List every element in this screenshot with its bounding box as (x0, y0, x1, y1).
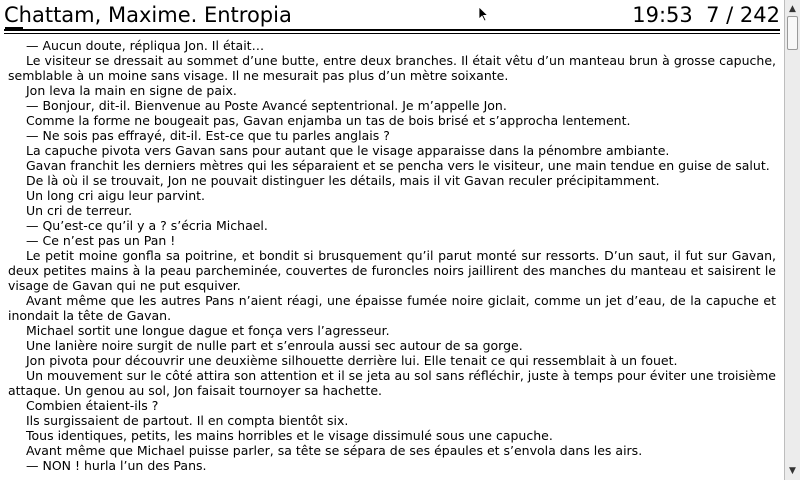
paragraph: Le visiteur se dressait au sommet d’une butte, entre deux branches. Il était vêtu d’un manteau brun à grosse capuche, semblable à un moine sans visage. Il ne mesurait pas plus d’un mètre soixante. (8, 53, 776, 83)
scrollbar-thumb[interactable] (787, 16, 798, 50)
page-text[interactable] (8, 38, 776, 473)
paragraph: Comme la forme ne bougeait pas, Gavan enjamba un tas de bois brisé et s’approcha lentement. (26, 113, 631, 128)
paragraph: — Bonjour, dit-il. Bienvenue au Poste Avancé septentrional. Je m’appelle Jon. (26, 98, 507, 113)
paragraph: Un long cri aigu leur parvint. (26, 188, 206, 203)
paragraph: Un cri de terreur. (26, 203, 133, 218)
progress-marker (5, 27, 23, 30)
paragraph: Ils surgissaient de partout. Il en compta bientôt six. (26, 413, 349, 428)
paragraph: Un mouvement sur le côté attira son attention et il se jeta au sol sans réfléchir, juste à temps pour éviter une troisième attaque. Un genou au sol, Jon faisait tournoyer sa hachette. (8, 368, 776, 398)
paragraph: Le petit moine gonfla sa poitrine, et bondit si brusquement qu’il parut monté sur ressorts. D’un saut, il fut sur Gavan, deux petites mains à la peau parcheminée, couvertes de furoncles noirs jaillirent des manches du manteau et saisirent le visage de Gavan qui ne put esquiver. (8, 248, 776, 293)
triangle-down-icon[interactable]: ▼ (789, 466, 796, 476)
mouse-pointer-icon (478, 6, 490, 22)
paragraph: Michael sortit une longue dague et fonça vers l’agresseur. (26, 323, 390, 338)
paragraph: — Ne sois pas effrayé, dit-il. Est-ce que tu parles anglais ? (26, 128, 390, 143)
reader-header (0, 0, 784, 34)
paragraph: Jon leva la main en signe de paix. (26, 83, 237, 98)
paragraph: De là où il se trouvait, Jon ne pouvait distinguer les détails, mais il vit Gavan reculer précipitamment. (26, 173, 660, 188)
paragraph: — Qu’est-ce qu’il y a ? s’écria Michael. (26, 218, 268, 233)
paragraph: Gavan franchit les derniers mètres qui les séparaient et se pencha vers le visiteur, une main tendue en guise de salut. (26, 158, 770, 173)
header-rule (4, 29, 780, 31)
paragraph: Avant même que les autres Pans n’aient réagi, une épaisse fumée noire giclait, comme un jet d’eau, de la capuche et inondait la tête de Gavan. (8, 293, 776, 323)
book-title: Chattam, Maxime. Entropia (4, 3, 292, 27)
paragraph: Avant même que Michael puisse parler, sa tête se sépara de ses épaules et s’envola dans les airs. (26, 443, 643, 458)
header-rule-thin (4, 33, 780, 34)
triangle-up-icon[interactable]: ▲ (789, 4, 796, 14)
paragraph: — NON ! hurla l’un des Pans. (26, 458, 207, 473)
paragraph: — Ce n’est pas un Pan ! (26, 233, 176, 248)
paragraph: Tous identiques, petits, les mains horribles et le visage dissimulé sous une capuche. (26, 428, 553, 443)
vertical-scrollbar[interactable] (784, 0, 800, 480)
paragraph: Jon pivota pour découvrir une deuxième silhouette derrière lui. Elle tenait ce qui ressemblait à un fouet. (26, 353, 678, 368)
paragraph: La capuche pivota vers Gavan sans pour autant que le visage apparaisse dans la pénombre ambiante. (26, 143, 670, 158)
paragraph: Combien étaient-ils ? (26, 398, 159, 413)
status-area (632, 2, 780, 28)
page-counter: 7 / 242 (706, 3, 780, 27)
paragraph: — Aucun doute, répliqua Jon. Il était… (26, 38, 265, 53)
clock: 19:53 (632, 3, 693, 27)
paragraph: Une lanière noire surgit de nulle part et s’enroula aussi sec autour de sa gorge. (26, 338, 523, 353)
